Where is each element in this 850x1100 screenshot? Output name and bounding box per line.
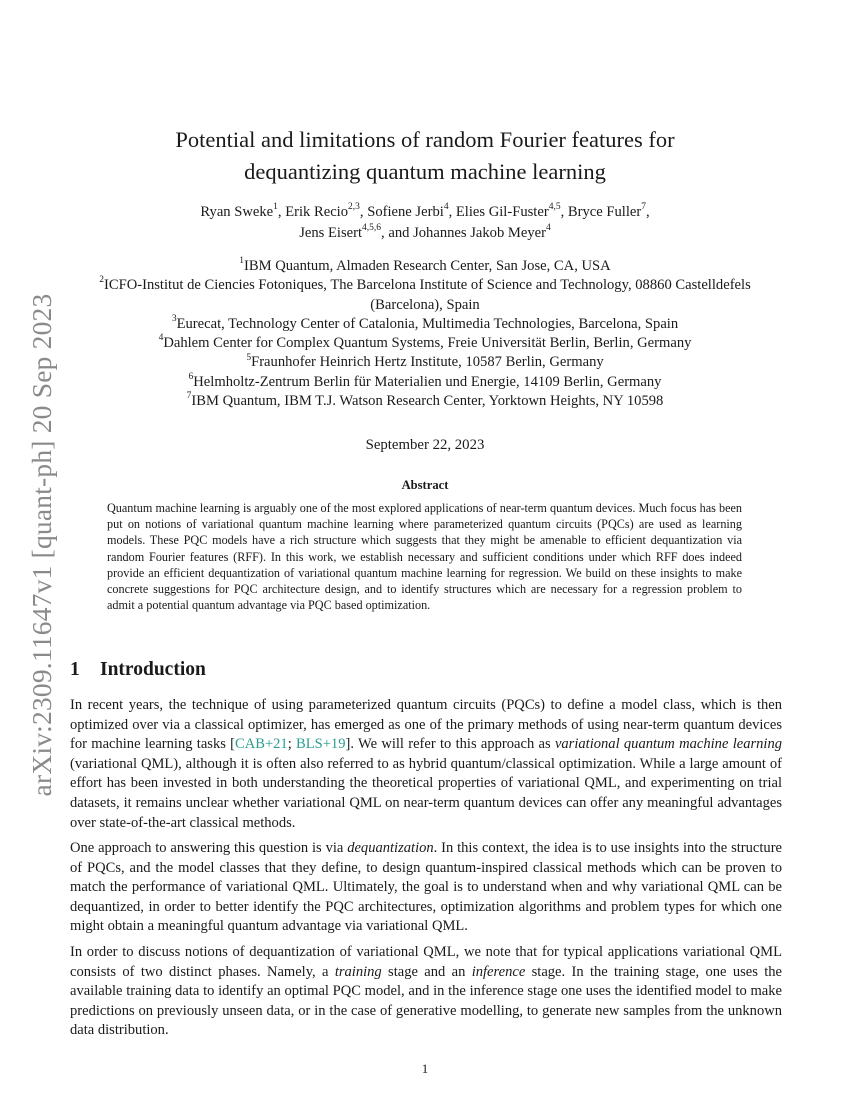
author-affiliation-mark: 2,3 <box>348 202 360 213</box>
author-list <box>110 202 740 244</box>
affiliation-text: Helmholtz-Zentrum Berlin für Materialien und Energie, 14109 Berlin, Germany <box>193 373 662 390</box>
body-paragraph <box>70 839 782 937</box>
affiliation-text: Dahlem Center for Complex Quantum Systems, Freie Universität Berlin, Berlin, Germany <box>163 335 692 352</box>
author: Erik Recio <box>285 204 349 220</box>
section-heading <box>70 659 206 681</box>
section-title: Introduction <box>100 659 206 680</box>
section-number: 1 <box>70 659 80 680</box>
paragraph-text: One approach to answering this question is via <box>70 840 348 856</box>
author-separator: , <box>560 204 568 220</box>
author-affiliation-mark: 1 <box>273 202 278 213</box>
affiliation-list <box>80 257 770 411</box>
affiliation-text: IBM Quantum, Almaden Research Center, San Jose, CA, USA <box>244 258 611 274</box>
emphasis-text: dequantization <box>347 840 434 856</box>
abstract-heading: Abstract <box>401 478 449 492</box>
author-affiliation-mark: 4,5 <box>548 202 561 213</box>
affiliation-number: 5 <box>246 352 252 363</box>
author-separator: , <box>277 204 286 220</box>
citation-link[interactable]: BLS+19 <box>296 736 346 753</box>
author-affiliation-mark: 4 <box>443 202 449 213</box>
paragraph-text: In recent years, the technique of using parameterized quantum circuits (PQCs) to define a model class, which is then optimized over via a classical optimizer, has emerged as one of the primary methods of using near-term quantum devices for machine learning tasks [ <box>70 697 782 753</box>
publication-date: September 22, 2023 <box>365 437 485 453</box>
emphasis-text: inference <box>471 963 526 980</box>
body-paragraph <box>70 943 782 1041</box>
affiliation <box>80 353 770 372</box>
affiliation-number: 6 <box>188 371 194 382</box>
body-paragraph <box>70 696 782 833</box>
author-separator: , <box>448 204 456 220</box>
author-separator: , <box>359 204 368 220</box>
citation-link[interactable]: CAB+21 <box>235 736 288 753</box>
paper-title <box>110 124 740 188</box>
author: Sofiene Jerbi <box>367 204 444 220</box>
affiliation <box>80 334 770 353</box>
page-number: 1 <box>421 1061 429 1076</box>
paragraph-text: ]. We will refer to this approach as <box>345 736 555 753</box>
author-affiliation-mark: 4,5,6 <box>362 223 382 234</box>
title-line: dequantizing quantum machine learning <box>244 159 606 184</box>
affiliation <box>80 276 770 315</box>
author-affiliation-mark: 7 <box>641 202 646 213</box>
author-line <box>110 223 740 244</box>
arxiv-identifier: arXiv:2309.11647v1 [quant-ph] 20 Sep 2023 <box>26 293 57 797</box>
affiliation-number: 1 <box>239 256 245 267</box>
affiliation <box>80 315 770 334</box>
affiliation-text: Eurecat, Technology Center of Catalonia, Multimedia Technologies, Barcelona, Spain <box>176 315 679 332</box>
title-line: Potential and limitations of random Fourier features for <box>175 127 675 152</box>
author: Ryan Sweke <box>200 204 274 220</box>
affiliation <box>80 373 770 392</box>
author: Jens Eisert <box>299 225 363 241</box>
affiliation-number: 7 <box>186 391 192 402</box>
affiliation <box>80 392 770 411</box>
affiliation-number: 4 <box>158 333 164 344</box>
paragraph-text: ; <box>287 736 297 753</box>
author: Johannes Jakob Meyer <box>413 225 547 241</box>
author: Bryce Fuller <box>567 204 642 220</box>
abstract-text: Quantum machine learning is arguably one of the most explored applications of near-term quantum devices. Much focus has been put on notions of variational quantum machine learning where parameterized quantum circuits (PQCs) are used as learning models. These PQC models have a rich structure which suggests that they might be amenable to efficient dequantization via random Fourier features (RFF). In this work, we establish necessary and sufficient conditions under which RFF does indeed provide an efficient dequantization of variational quantum machine learning for regression. We build on these insights to make concrete suggestions for PQC architecture design, and to identify structures which are necessary for a regression problem to admit a potential quantum advantage via PQC based optimization. <box>107 501 742 613</box>
affiliation <box>80 257 770 276</box>
paragraph-text: In order to discuss notions of dequantization of variational QML, we note that for typical applications variational QML consists of two distinct phases. Namely, a <box>70 944 782 980</box>
paragraph-text: stage and an <box>381 963 472 980</box>
affiliation-text: ICFO-Institut de Ciencies Fotoniques, The Barcelona Institute of Science and Technology, 08860 Castelldefels (Barcelona), Spain <box>103 277 751 313</box>
emphasis-text: variational quantum machine learning <box>554 736 782 753</box>
author-separator: , <box>645 204 650 220</box>
affiliation-text: IBM Quantum, IBM T.J. Watson Research Center, Yorktown Heights, NY 10598 <box>191 393 664 410</box>
affiliation-number: 2 <box>99 275 104 286</box>
paragraph-text: stage. In the training stage, one uses the available training data to identify an optimal PQC model, and in the inference stage one uses the identified model to make predictions on previously unseen data, or in the case of generative modelling, to generate new samples from the unknown data distribution. <box>70 963 783 1039</box>
author-line <box>110 202 740 223</box>
author-separator: , and <box>381 225 414 241</box>
author-affiliation-mark: 4 <box>546 223 551 234</box>
affiliation-text: Fraunhofer Heinrich Hertz Institute, 10587 Berlin, Germany <box>251 354 604 371</box>
paragraph-text: . In this context, the idea is to use insights into the structure of PQCs, and the model classes that they define, to design quantum-inspired classical methods which can be proven to match the performance of variational QML. Ultimately, the goal is to understand when and why variational QML can be dequantized, in order to better identify the PQC architectures, optimization algorithms and problem types for which one might obtain a meaningful quantum advantage via variational QML. <box>70 840 782 935</box>
paragraph-text: (variational QML), although it is often also referred to as hybrid quantum/classical optimization. While a large amount of effort has been invested in both understanding the theoretical properties of variational QML, and experimenting on trial datasets, it remains unclear whether variational QML on near-term quantum devices can offer any meaningful advantages over state-of-the-art classical methods. <box>70 755 782 831</box>
emphasis-text: training <box>334 963 382 980</box>
author: Elies Gil-Fuster <box>455 204 549 220</box>
affiliation-number: 3 <box>171 314 177 325</box>
